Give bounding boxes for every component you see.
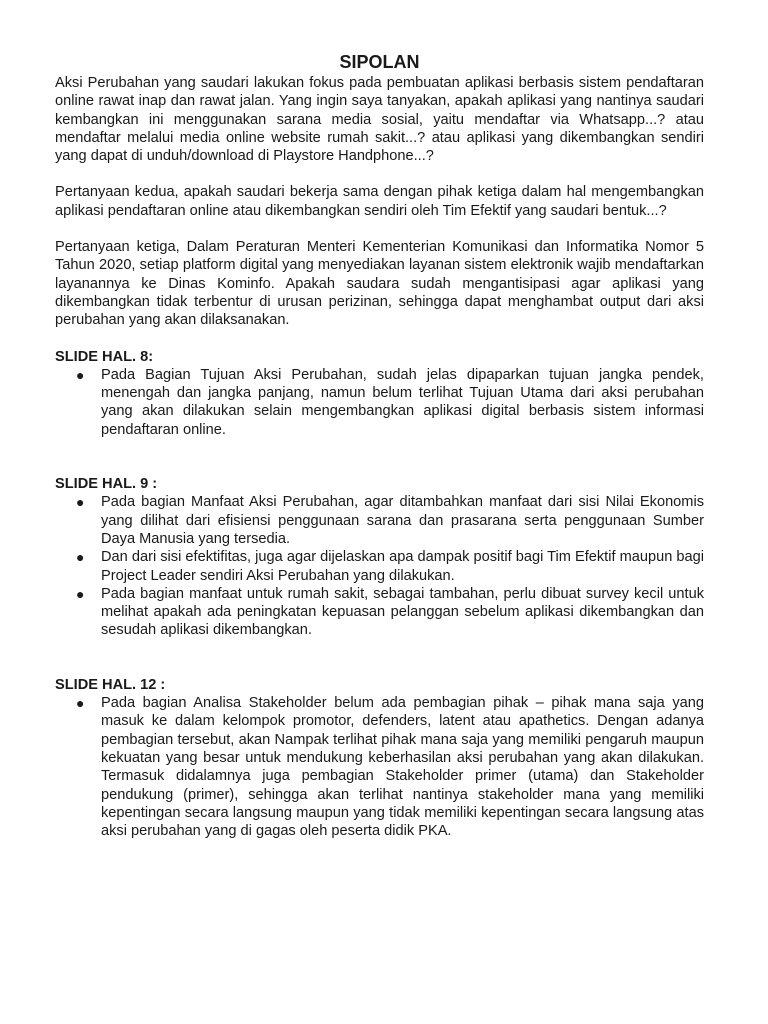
section-heading: SLIDE HAL. 9 : (55, 476, 158, 493)
list-item-text: Pada bagian Manfaat Aksi Perubahan, agar ditambahkan manfaat dari sisi Nilai Ekonomis yang dilihat dari efisiensi penggunaan sarana dan prasarana serta penggunaan Sumber Daya Manusia yang tersedia. (101, 494, 704, 547)
section-heading: SLIDE HAL. 8: (55, 348, 154, 365)
section-slide-12 (55, 676, 704, 841)
paragraph-question-3: Pertanyaan ketiga, Dalam Peraturan Menteri Kementerian Komunikasi dan Informatika Nomor 5 Tahun 2020, setiap platform digital yang menyediakan layanan sistem elektronik wajib mendaftarkan layanannya ke Dinas Kominfo. Apakah saudara sudah mengantisipasi agar aplikasi yang dikembangkan tidak terbentur di urusan perizinan, sehingga dapat menghambat output dari aksi perubahan yang akan dilaksanakan. (55, 239, 704, 329)
list-item-text: Pada bagian manfaat untuk rumah sakit, sebagai tambahan, perlu dibuat survey kecil untuk melihat apakah ada peningkatan kepuasan pelanggan sebelum aplikasi dikembangkan dan sesudah aplikasi dikembangkan. (101, 585, 704, 639)
bullet-icon: ● (76, 366, 85, 383)
bullet-icon: ● (76, 549, 85, 566)
list-item (55, 493, 704, 548)
list-item (55, 585, 704, 640)
bullet-icon: ● (76, 695, 85, 712)
list-item (55, 694, 704, 840)
bullet-icon: ● (76, 585, 85, 602)
document-page (55, 52, 704, 876)
section-heading: SLIDE HAL. 12 : (55, 676, 166, 693)
bullet-list (55, 694, 704, 840)
list-item-text: Pada bagian Analisa Stakeholder belum ada pembagian pihak – pihak mana saja yang masuk ke dalam kelompok promotor, defenders, latent atau apathetics. Dengan adanya pembagian tersebut, akan Nampak terlihat pihak mana saja yang memiliki pengaruh maupun kekuatan yang besar untuk mendukung keberhasilan aksi perubahan yang akan dilakukan. Termasuk didalamnya juga pembagian Stakeholder primer (utama) dan Stakeholder pendukung (primer), sehingga akan terlihat nantinya stakeholder mana yang memiliki kepentingan secara langsung maupun yang tidak memiliki kepentingan secara langsung atas aksi perubahan yang di gagas oleh peserta didik PKA. (101, 695, 704, 840)
bullet-icon: ● (76, 494, 85, 511)
paragraph-intro: Aksi Perubahan yang saudari lakukan fokus pada pembuatan aplikasi berbasis sistem pendaftaran online rawat inap dan rawat jalan. Yang ingin saya tanyakan, apakah aplikasi yang nantinya saudari kembangkan ini menggunakan sarana media sosial, yaitu mendaftar via Whatsapp...? atau mendaftar melalui media online website rumah sakit...? atau aplikasi yang dikembangkan sendiri yang dapat di unduh/download di Playstore Handphone...? (55, 75, 704, 165)
document-title: SIPOLAN (339, 52, 420, 72)
bullet-list (55, 366, 704, 439)
section-slide-8 (55, 348, 704, 439)
paragraph-question-2: Pertanyaan kedua, apakah saudari bekerja sama dengan pihak ketiga dalam hal mengembangkan aplikasi pendaftaran online atau dikembangkan sendiri oleh Tim Efektif yang saudari bentuk...? (55, 184, 704, 219)
list-item (55, 366, 704, 439)
list-item-text: Dan dari sisi efektifitas, juga agar dijelaskan apa dampak positif bagi Tim Efektif maupun bagi Project Leader sendiri Aksi Perubahan yang dilakukan. (101, 549, 704, 584)
list-item-text: Pada Bagian Tujuan Aksi Perubahan, sudah jelas dipaparkan tujuan jangka pendek, menengah dan jangka panjang, namun belum terlihat Tujuan Utama dari aksi perubahan yang akan dilakukan selain mengembangkan aplikasi digital berbasis sistem informasi pendaftaran online. (101, 366, 704, 438)
bullet-list (55, 493, 704, 639)
list-item (55, 548, 704, 585)
section-slide-9 (55, 475, 704, 640)
